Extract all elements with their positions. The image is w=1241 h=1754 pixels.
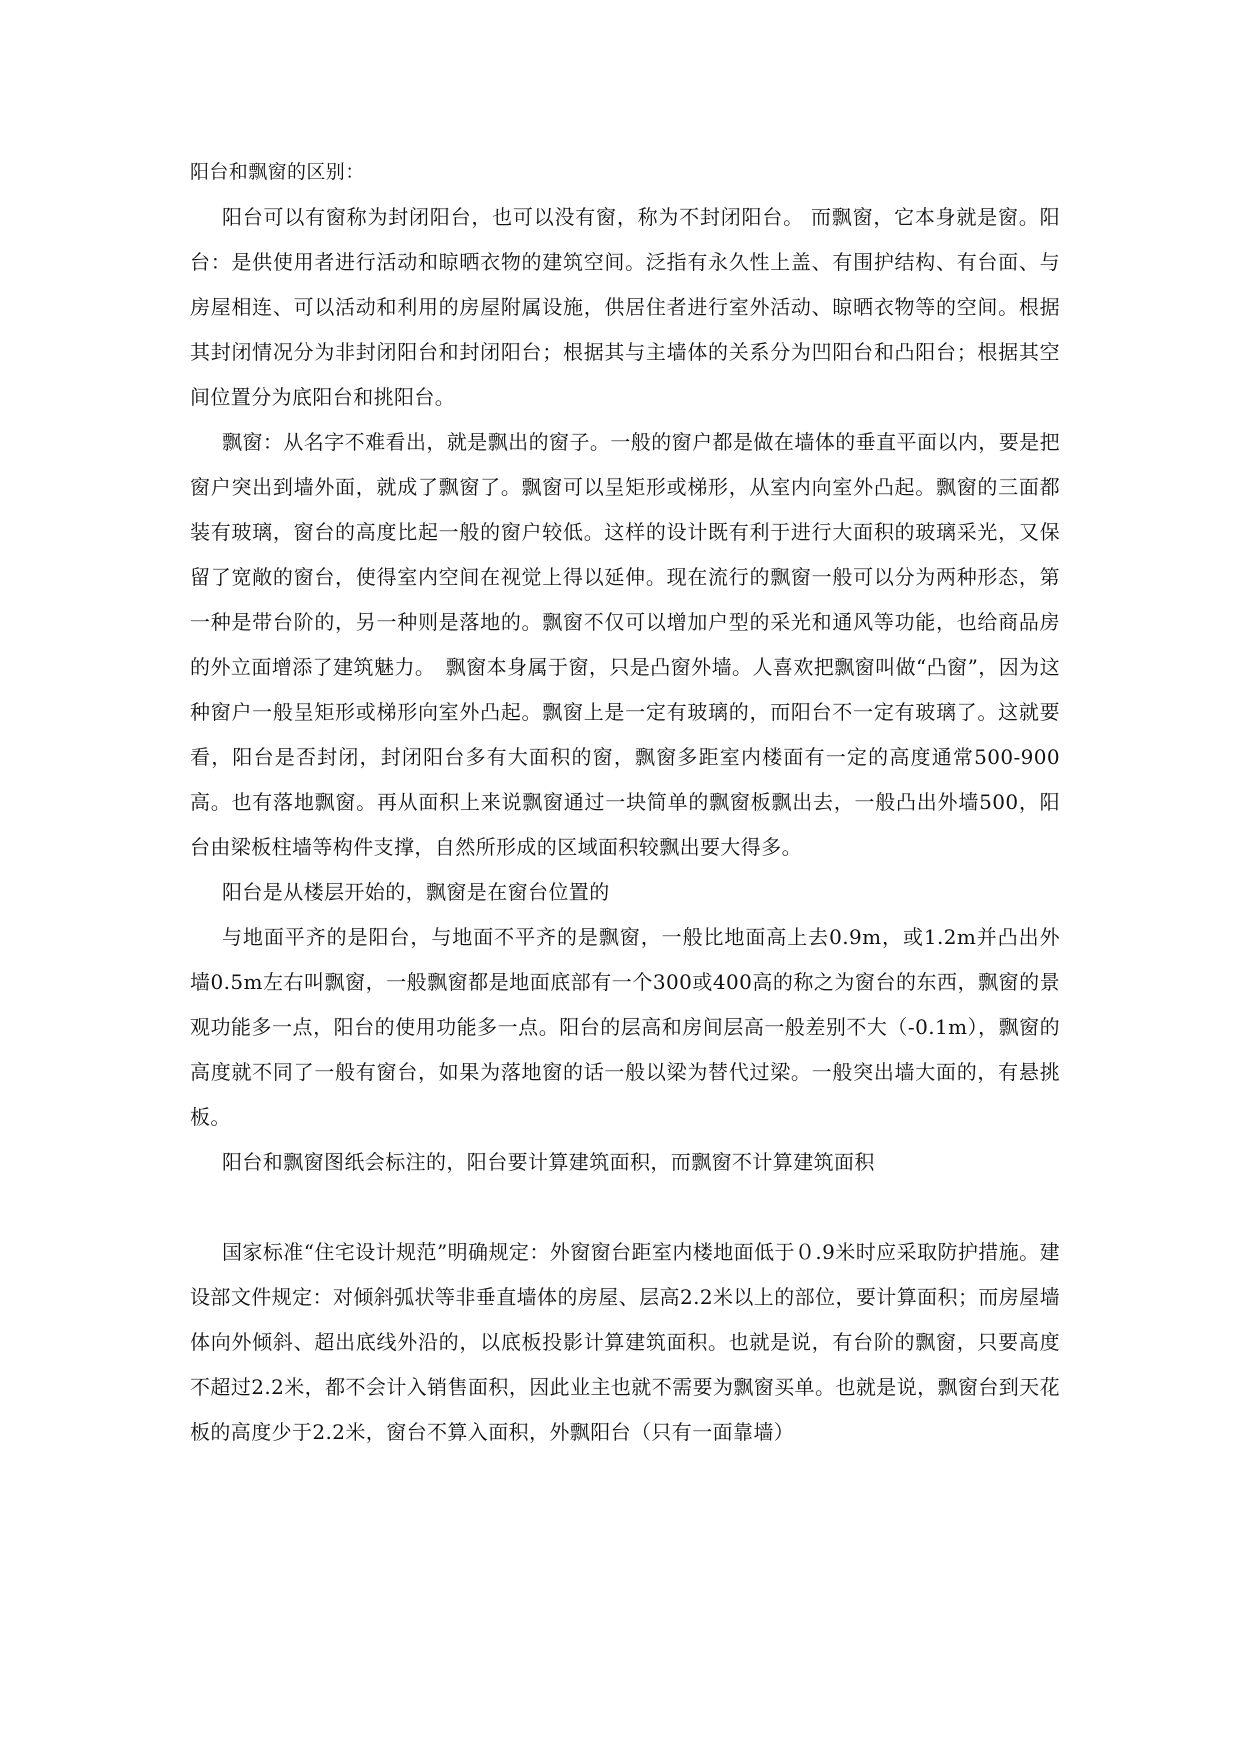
paragraph-area-calculation: 阳台和飘窗图纸会标注的，阳台要计算建筑面积，而飘窗不计算建筑面积 (222, 1150, 875, 1174)
blank-line (190, 1185, 1060, 1230)
paragraph-balcony-definition: 阳台可以有窗称为封闭阳台，也可以没有窗，称为不封闭阳台。 而飘窗，它本身就是窗。阳台：是供使用者进行活动和晾晒衣物的建筑空间。泛指有永久性上盖、有围护结构、有台面、与房屋相连、可以活动和利用的房屋附属设施，供居住者进行室外活动、晾晒衣物等的空间。根据其封闭情况分为非封闭阳台和封闭阳台；根据其与主墙体的关系分为凹阳台和凸阳台；根据其空间位置分为底阳台和挑阳台。 (190, 205, 1060, 409)
paragraph-bay-window-definition: 飘窗：从名字不难看出，就是飘出的窗子。一般的窗户都是做在墙体的垂直平面以内，要是把窗户突出到墙外面，就成了飘窗了。飘窗可以呈矩形或梯形，从室内向室外凸起。飘窗的三面都装有玻璃，窗台的高度比起一般的窗户较低。这样的设计既有利于进行大面积的玻璃采光，又保留了宽敞的窗台，使得室内空间在视觉上得以延伸。现在流行的飘窗一般可以分为两种形态，第一种是带台阶的，另一种则是落地的。飘窗不仅可以增加户型的采光和通风等功能，也给商品房的外立面增添了建筑魅力。 飘窗本身属于窗，只是凸窗外墙。人喜欢把飘窗叫做“凸窗”，因为这种窗户一般呈矩形或梯形向室外凸起。飘窗上是一定有玻璃的，而阳台不一定有玻璃了。这就要看，阳台是否封闭，封闭阳台多有大面积的窗，飘窗多距室内楼面有一定的高度通常500-900高。也有落地飘窗。再从面积上来说飘窗通过一块简单的飘窗板飘出去，一般凸出外墙500，阳台由梁板柱墙等构件支撑，自然所形成的区域面积较飘出要大得多。 (190, 430, 1060, 859)
document-title: 阳台和飘窗的区别： (190, 161, 365, 183)
document-body (190, 150, 1060, 1455)
paragraph-floor-vs-sill: 阳台是从楼层开始的，飘窗是在窗台位置的 (222, 880, 610, 904)
paragraph-ground-level-comparison: 与地面平齐的是阳台，与地面不平齐的是飘窗，一般比地面高上去0.9m，或1.2m并凸出外墙0.5m左右叫飘窗，一般飘窗都是地面底部有一个300或400高的称之为窗台的东西，飘窗的景观功能多一点，阳台的使用功能多一点。阳台的层高和房间层高一般差别不大（-0.1m），飘窗的高度就不同了一般有窗台，如果为落地窗的话一般以梁为替代过梁。一般突出墙大面的，有悬挑板。 (190, 925, 1060, 1129)
paragraph-national-standard: 国家标准“住宅设计规范”明确规定：外窗窗台距室内楼地面低于０.9米时应采取防护措施。建设部文件规定：对倾斜弧状等非垂直墙体的房屋、层高2.2米以上的部位，要计算面积；而房屋墙体向外倾斜、超出底线外沿的，以底板投影计算建筑面积。也就是说，有台阶的飘窗，只要高度不超过2.2米，都不会计入销售面积，因此业主也就不需要为飘窗买单。也就是说，飘窗台到天花板的高度少于2.2米，窗台不算入面积，外飘阳台（只有一面靠墙） (190, 1240, 1060, 1444)
